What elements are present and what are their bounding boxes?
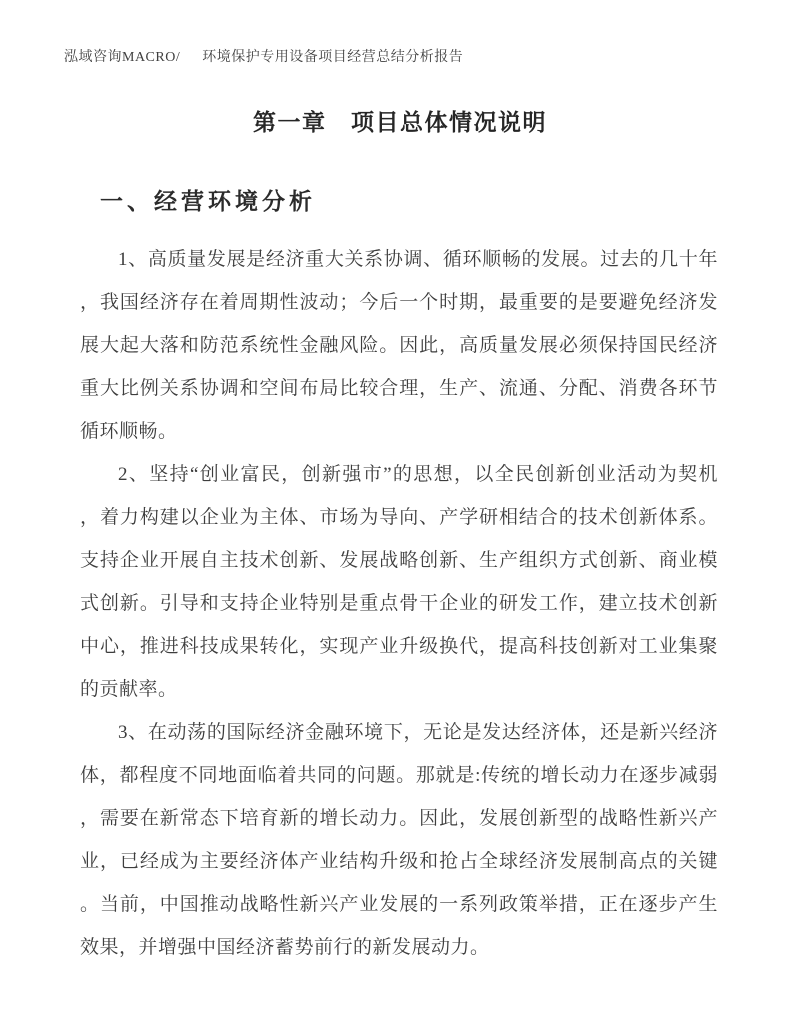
section-heading: 一、经营环境分析: [100, 189, 316, 214]
page-header: [64, 46, 463, 66]
body-text: [80, 238, 718, 969]
text-line: 2、坚持“创业富民，创新强市”的思想，以全民创新创业活动为契机: [118, 464, 718, 485]
header-brand: 泓域咨询MACRO/: [64, 50, 181, 65]
text-line: 效果，并增强中国经济蓄势前行的新发展动力。: [80, 937, 490, 958]
paragraph: [80, 711, 718, 969]
text-line: 重大比例关系协调和空间布局比较合理，生产、流通、分配、消费各环节: [80, 378, 718, 399]
text-line: 支持企业开展自主技术创新、发展战略创新、生产组织方式创新、商业模: [80, 550, 718, 571]
text-line: 业，已经成为主要经济体产业结构升级和抢占全球经济发展制高点的关键: [80, 851, 718, 872]
text-line: 体，都程度不同地面临着共同的问题。那就是:传统的增长动力在逐步减弱: [80, 765, 718, 786]
text-line: ，着力构建以企业为主体、市场为导向、产学研相结合的技术创新体系。: [80, 507, 718, 528]
paragraph: [80, 453, 718, 711]
text-line: 。当前，中国推动战略性新兴产业发展的一系列政策举措，正在逐步产生: [80, 894, 718, 915]
text-line: 3、在动荡的国际经济金融环境下，无论是发达经济体，还是新兴经济: [118, 722, 718, 743]
text-line: 1、高质量发展是经济重大关系协调、循环顺畅的发展。过去的几十年: [118, 249, 718, 270]
text-line: 的贡献率。: [80, 679, 178, 700]
text-line: 中心，推进科技成果转化，实现产业升级换代，提高科技创新对工业集聚: [80, 636, 718, 657]
text-line: 展大起大落和防范系统性金融风险。因此，高质量发展必须保持国民经济: [80, 335, 718, 356]
text-line: ，我国经济存在着周期性波动；今后一个时期，最重要的是要避免经济发: [80, 292, 718, 313]
text-line: 循环顺畅。: [80, 421, 178, 442]
text-line: ，需要在新常态下培育新的增长动力。因此，发展创新型的战略性新兴产: [80, 808, 718, 829]
header-doc-title: 环境保护专用设备项目经营总结分析报告: [202, 50, 464, 65]
text-line: 式创新。引导和支持企业特别是重点骨干企业的研发工作，建立技术创新: [80, 593, 718, 614]
chapter-title: 第一章 项目总体情况说明: [253, 110, 547, 135]
paragraph: [80, 238, 718, 453]
